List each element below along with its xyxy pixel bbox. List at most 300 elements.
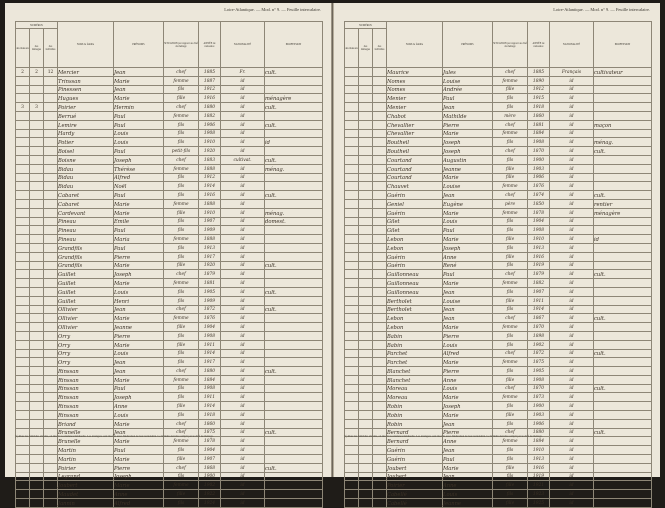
- household-number-cell: [359, 384, 373, 393]
- profession-cell: [265, 270, 323, 279]
- nationality-cell: id: [221, 226, 265, 235]
- first-name-cell: Jeanne: [443, 164, 493, 173]
- house-number-cell: [16, 76, 30, 85]
- nationality-cell: id: [550, 349, 594, 358]
- profession-cell: id: [594, 235, 652, 244]
- individual-number-cell: [373, 375, 387, 384]
- birth-year-cell: 1880: [528, 428, 550, 437]
- relationship-cell: fille: [164, 490, 199, 499]
- surname-cell: Robin: [387, 411, 443, 420]
- first-name-cell: Louise: [443, 296, 493, 305]
- birth-year-cell: 1923: [528, 490, 550, 499]
- profession-cell: [594, 287, 652, 296]
- individual-number-cell: [373, 199, 387, 208]
- individual-number-cell: [373, 155, 387, 164]
- table-row: [16, 463, 323, 472]
- profession-cell: [265, 129, 323, 138]
- individual-number-cell: [373, 323, 387, 332]
- table-row: [16, 490, 323, 499]
- first-name-cell: Jules: [443, 68, 493, 77]
- household-number-cell: [30, 446, 44, 455]
- house-number-cell: [16, 446, 30, 455]
- household-number-cell: [359, 103, 373, 112]
- birth-year-cell: 1915: [528, 94, 550, 103]
- first-name-cell: Paul: [443, 94, 493, 103]
- surname-cell: Joubert: [387, 472, 443, 481]
- birth-year-cell: 1910: [199, 138, 221, 147]
- house-number-cell: [345, 463, 359, 472]
- birth-year-cell: 1913: [528, 455, 550, 464]
- nationality-cell: id: [221, 481, 265, 490]
- surname-cell: Briand: [58, 419, 114, 428]
- nationality-cell: id: [550, 314, 594, 323]
- relationship-cell: chef: [493, 384, 528, 393]
- birth-year-cell: 1903: [528, 164, 550, 173]
- birth-year-cell: 1908: [199, 384, 221, 393]
- profession-cell: [265, 472, 323, 481]
- house-number-cell: [16, 261, 30, 270]
- relationship-cell: femme: [164, 164, 199, 173]
- relationship-cell: fils: [164, 393, 199, 402]
- first-name-cell: Alfred: [114, 173, 164, 182]
- surname-cell: Brunelle: [58, 437, 114, 446]
- profession-cell: [594, 243, 652, 252]
- surname-cell: Pineau: [58, 226, 114, 235]
- birth-year-cell: 1904: [199, 323, 221, 332]
- profession-cell: [594, 393, 652, 402]
- surname-cell: Grandfils: [58, 261, 114, 270]
- house-number-cell: [345, 358, 359, 367]
- household-number-cell: [359, 191, 373, 200]
- first-name-cell: Marie: [443, 323, 493, 332]
- household-number-cell: [30, 76, 44, 85]
- house-number-cell: [345, 120, 359, 129]
- household-number-cell: [359, 367, 373, 376]
- first-name-cell: Louis: [114, 138, 164, 147]
- relationship-cell: fille: [164, 261, 199, 270]
- table-row: [345, 340, 652, 349]
- birth-year-cell: 1925: [528, 499, 550, 508]
- table-row: [16, 349, 323, 358]
- household-number-cell: [30, 164, 44, 173]
- table-row: [16, 481, 323, 490]
- relationship-cell: fils: [164, 226, 199, 235]
- right-col-profession: PROFESSION: [594, 22, 652, 68]
- birth-year-cell: 1916: [199, 94, 221, 103]
- house-number-cell: [345, 129, 359, 138]
- table-row: [345, 261, 652, 270]
- birth-year-cell: 1904: [528, 217, 550, 226]
- birth-year-cell: 1906: [528, 419, 550, 428]
- profession-cell: [594, 481, 652, 490]
- right-col-situation: SITUATION par rapport au chef de ménage: [493, 22, 528, 68]
- household-number-cell: [30, 226, 44, 235]
- relationship-cell: fils: [493, 261, 528, 270]
- surname-cell: Nomes: [387, 76, 443, 85]
- profession-cell: [265, 323, 323, 332]
- profession-cell: cult.: [265, 68, 323, 77]
- birth-year-cell: 1875: [199, 428, 221, 437]
- table-row: [345, 68, 652, 77]
- table-row: [345, 375, 652, 384]
- profession-cell: [594, 367, 652, 376]
- profession-cell: cult.: [594, 349, 652, 358]
- surname-cell: Potier: [58, 138, 114, 147]
- profession-cell: [594, 331, 652, 340]
- table-row: [345, 182, 652, 191]
- nationality-cell: id: [221, 129, 265, 138]
- profession-cell: [265, 85, 323, 94]
- individual-number-cell: [44, 375, 58, 384]
- household-number-cell: [30, 375, 44, 384]
- table-row: [16, 111, 323, 120]
- household-number-cell: 3: [30, 103, 44, 112]
- surname-cell: Cabaret: [58, 199, 114, 208]
- house-number-cell: [345, 323, 359, 332]
- surname-cell: Moreau: [387, 384, 443, 393]
- nationality-cell: id: [550, 199, 594, 208]
- profession-cell: [594, 217, 652, 226]
- table-row: [16, 85, 323, 94]
- first-name-cell: René: [443, 261, 493, 270]
- birth-year-cell: 1912: [199, 85, 221, 94]
- individual-number-cell: [373, 94, 387, 103]
- relationship-cell: chef: [493, 428, 528, 437]
- table-row: [345, 208, 652, 217]
- right-footnote: (1) Pour les individus absents, on inscrit la résidence habituelle. Les étrangers sont inscrits avec l'indication de leur nationalité. Le bulletin doit être rempli par le chef de ménage.: [344, 435, 543, 438]
- first-name-cell: Paul: [443, 455, 493, 464]
- surname-cell: Orry: [58, 349, 114, 358]
- individual-number-cell: [44, 164, 58, 173]
- nationality-cell: id: [221, 270, 265, 279]
- nationality-cell: id: [221, 243, 265, 252]
- nationality-cell: id: [550, 305, 594, 314]
- surname-cell: Rinssan: [58, 384, 114, 393]
- table-row: [16, 296, 323, 305]
- birth-year-cell: 1919: [528, 472, 550, 481]
- individual-number-cell: [44, 393, 58, 402]
- profession-cell: [265, 182, 323, 191]
- household-number-cell: [359, 279, 373, 288]
- surname-cell: Guillet: [58, 279, 114, 288]
- first-name-cell: Jean: [114, 305, 164, 314]
- profession-cell: cult.: [265, 428, 323, 437]
- individual-number-cell: [373, 287, 387, 296]
- relationship-cell: fils: [164, 472, 199, 481]
- household-number-cell: [359, 164, 373, 173]
- nationality-cell: id: [550, 155, 594, 164]
- house-number-cell: [16, 191, 30, 200]
- profession-cell: [265, 349, 323, 358]
- nationality-cell: id: [221, 314, 265, 323]
- relationship-cell: fils: [493, 331, 528, 340]
- house-number-cell: [16, 393, 30, 402]
- table-row: [345, 314, 652, 323]
- surname-cell: Guérin: [387, 455, 443, 464]
- profession-cell: cult.: [594, 270, 652, 279]
- house-number-cell: [345, 217, 359, 226]
- house-number-cell: [345, 499, 359, 508]
- first-name-cell: Paul: [443, 226, 493, 235]
- relationship-cell: femme: [164, 235, 199, 244]
- table-row: [345, 455, 652, 464]
- surname-cell: Guillet: [58, 296, 114, 305]
- house-number-cell: [345, 138, 359, 147]
- left-col-annee: ANNÉE de naissance: [199, 22, 221, 68]
- nationality-cell: id: [550, 279, 594, 288]
- surname-cell: Cardevant: [58, 208, 114, 217]
- first-name-cell: Marie: [443, 208, 493, 217]
- house-number-cell: [345, 261, 359, 270]
- relationship-cell: fille: [164, 94, 199, 103]
- birth-year-cell: 1880: [199, 103, 221, 112]
- household-number-cell: [359, 411, 373, 420]
- left-col-nom: NOM de famille: [58, 22, 114, 68]
- first-name-cell: Jean: [114, 428, 164, 437]
- first-name-cell: Jean: [443, 446, 493, 455]
- relationship-cell: fils: [493, 103, 528, 112]
- table-row: [345, 191, 652, 200]
- profession-cell: [594, 76, 652, 85]
- surname-cell: Cabellé: [387, 499, 443, 508]
- surname-cell: Bidau: [58, 182, 114, 191]
- surname-cell: Brunelle: [58, 428, 114, 437]
- table-row: [345, 226, 652, 235]
- house-number-cell: [345, 375, 359, 384]
- birth-year-cell: 1883: [199, 155, 221, 164]
- first-name-cell: Joseph: [114, 472, 164, 481]
- nationality-cell: id: [550, 384, 594, 393]
- nationality-cell: id: [221, 419, 265, 428]
- house-number-cell: [345, 287, 359, 296]
- left-col-maisons: des maisons: [16, 29, 30, 68]
- first-name-cell: Marie: [443, 411, 493, 420]
- nationality-cell: id: [221, 103, 265, 112]
- relationship-cell: fille: [493, 173, 528, 182]
- surname-cell: Pineau: [58, 217, 114, 226]
- first-name-cell: Pierre: [114, 252, 164, 261]
- birth-year-cell: 1874: [528, 191, 550, 200]
- individual-number-cell: [44, 199, 58, 208]
- profession-cell: [265, 358, 323, 367]
- profession-cell: [594, 446, 652, 455]
- household-number-cell: [30, 279, 44, 288]
- household-number-cell: [359, 182, 373, 191]
- nationality-cell: id: [550, 76, 594, 85]
- first-name-cell: Marie: [114, 437, 164, 446]
- first-name-cell: Marie: [443, 235, 493, 244]
- table-row: [345, 270, 652, 279]
- first-name-cell: Jean: [443, 419, 493, 428]
- first-name-cell: Louis: [114, 129, 164, 138]
- surname-cell: Rinssan: [58, 411, 114, 420]
- profession-cell: [594, 85, 652, 94]
- house-number-cell: [16, 499, 30, 508]
- individual-number-cell: [373, 446, 387, 455]
- table-row: [345, 384, 652, 393]
- nationality-cell: id: [221, 499, 265, 508]
- house-number-cell: [16, 217, 30, 226]
- individual-number-cell: [373, 164, 387, 173]
- profession-cell: [265, 252, 323, 261]
- relationship-cell: fils: [164, 191, 199, 200]
- profession-cell: rentier: [594, 199, 652, 208]
- nationality-cell: id: [221, 287, 265, 296]
- relationship-cell: chef: [493, 147, 528, 156]
- nationality-cell: id: [221, 296, 265, 305]
- surname-cell: Cabaret: [58, 191, 114, 200]
- household-number-cell: [359, 499, 373, 508]
- profession-cell: [594, 455, 652, 464]
- house-number-cell: [345, 85, 359, 94]
- table-row: [345, 147, 652, 156]
- right-col-individus: des individus: [373, 29, 387, 68]
- house-number-cell: [345, 481, 359, 490]
- profession-cell: [594, 419, 652, 428]
- table-row: [16, 393, 323, 402]
- household-number-cell: [30, 331, 44, 340]
- table-row: [345, 499, 652, 508]
- profession-cell: [594, 375, 652, 384]
- individual-number-cell: [373, 419, 387, 428]
- birth-year-cell: 1912: [199, 173, 221, 182]
- individual-number-cell: [373, 235, 387, 244]
- first-name-cell: Louis: [114, 349, 164, 358]
- first-name-cell: Hermin: [114, 103, 164, 112]
- first-name-cell: Maria: [114, 235, 164, 244]
- left-table-body: [16, 68, 323, 508]
- house-number-cell: [345, 349, 359, 358]
- profession-cell: [265, 173, 323, 182]
- individual-number-cell: [44, 499, 58, 508]
- house-number-cell: [345, 314, 359, 323]
- surname-cell: Courtand: [387, 164, 443, 173]
- surname-cell: Chabot: [387, 111, 443, 120]
- relationship-cell: fils: [493, 287, 528, 296]
- individual-number-cell: [44, 226, 58, 235]
- individual-number-cell: [44, 217, 58, 226]
- nationality-cell: id: [550, 191, 594, 200]
- table-row: [16, 261, 323, 270]
- relationship-cell: fille: [493, 164, 528, 173]
- profession-cell: [265, 446, 323, 455]
- surname-cell: Lebon: [387, 243, 443, 252]
- first-name-cell: Pierre: [443, 120, 493, 129]
- table-row: [345, 393, 652, 402]
- household-number-cell: [30, 173, 44, 182]
- surname-cell: Guérin: [387, 261, 443, 270]
- birth-year-cell: 1912: [528, 85, 550, 94]
- first-name-cell: Joseph: [114, 155, 164, 164]
- table-row: [345, 235, 652, 244]
- individual-number-cell: [44, 191, 58, 200]
- nationality-cell: id: [550, 164, 594, 173]
- house-number-cell: [16, 349, 30, 358]
- house-number-cell: [345, 76, 359, 85]
- birth-year-cell: 1872: [528, 349, 550, 358]
- house-number-cell: [16, 94, 30, 103]
- table-row: [345, 94, 652, 103]
- birth-year-cell: 1905: [528, 367, 550, 376]
- birth-year-cell: 1917: [199, 252, 221, 261]
- surname-cell: Chauvet: [387, 182, 443, 191]
- surname-cell: Ollivier: [58, 314, 114, 323]
- table-row: [345, 331, 652, 340]
- house-number-cell: [345, 235, 359, 244]
- birth-year-cell: 1888: [199, 199, 221, 208]
- nationality-cell: id: [550, 252, 594, 261]
- house-number-cell: [16, 182, 30, 191]
- left-col-profession: PROFESSION: [265, 22, 323, 68]
- individual-number-cell: [373, 481, 387, 490]
- birth-year-cell: 1907: [199, 217, 221, 226]
- table-row: [16, 446, 323, 455]
- profession-cell: cult.: [265, 287, 323, 296]
- surname-cell: Lebon: [387, 235, 443, 244]
- individual-number-cell: [373, 296, 387, 305]
- relationship-cell: femme: [493, 208, 528, 217]
- birth-year-cell: 1908: [199, 129, 221, 138]
- relationship-cell: chef: [164, 155, 199, 164]
- first-name-cell: Augustin: [443, 155, 493, 164]
- relationship-cell: chef: [164, 367, 199, 376]
- profession-cell: ménag.: [265, 164, 323, 173]
- birth-year-cell: 1887: [199, 76, 221, 85]
- birth-year-cell: 1906: [528, 173, 550, 182]
- table-row: [16, 199, 323, 208]
- first-name-cell: Anne: [443, 481, 493, 490]
- profession-cell: [594, 103, 652, 112]
- household-number-cell: [359, 94, 373, 103]
- nationality-cell: id: [221, 305, 265, 314]
- left-col-menages: des ménages: [30, 29, 44, 68]
- house-number-cell: [345, 393, 359, 402]
- individual-number-cell: [373, 173, 387, 182]
- table-row: [345, 349, 652, 358]
- table-row: [16, 419, 323, 428]
- individual-number-cell: [373, 472, 387, 481]
- house-number-cell: [16, 85, 30, 94]
- table-row: [16, 138, 323, 147]
- profession-cell: cult.: [265, 120, 323, 129]
- profession-cell: [594, 252, 652, 261]
- right-group-numeros: NUMÉROS: [345, 22, 387, 29]
- relationship-cell: fils: [493, 155, 528, 164]
- house-number-cell: [16, 305, 30, 314]
- birth-year-cell: 1879: [528, 270, 550, 279]
- surname-cell: Gilet: [387, 226, 443, 235]
- first-name-cell: Noël: [114, 182, 164, 191]
- relationship-cell: mère: [493, 111, 528, 120]
- table-row: [16, 182, 323, 191]
- house-number-cell: [16, 358, 30, 367]
- nationality-cell: id: [550, 111, 594, 120]
- relationship-cell: chef: [164, 305, 199, 314]
- nationality-cell: id: [550, 261, 594, 270]
- individual-number-cell: [44, 419, 58, 428]
- profession-cell: [265, 499, 323, 508]
- birth-year-cell: 1879: [199, 270, 221, 279]
- relationship-cell: fils: [493, 446, 528, 455]
- household-number-cell: [359, 217, 373, 226]
- relationship-cell: fille: [493, 296, 528, 305]
- birth-year-cell: 1919: [528, 261, 550, 270]
- profession-cell: [594, 499, 652, 508]
- profession-cell: [265, 481, 323, 490]
- profession-cell: [594, 261, 652, 270]
- household-number-cell: [30, 419, 44, 428]
- household-number-cell: [30, 490, 44, 499]
